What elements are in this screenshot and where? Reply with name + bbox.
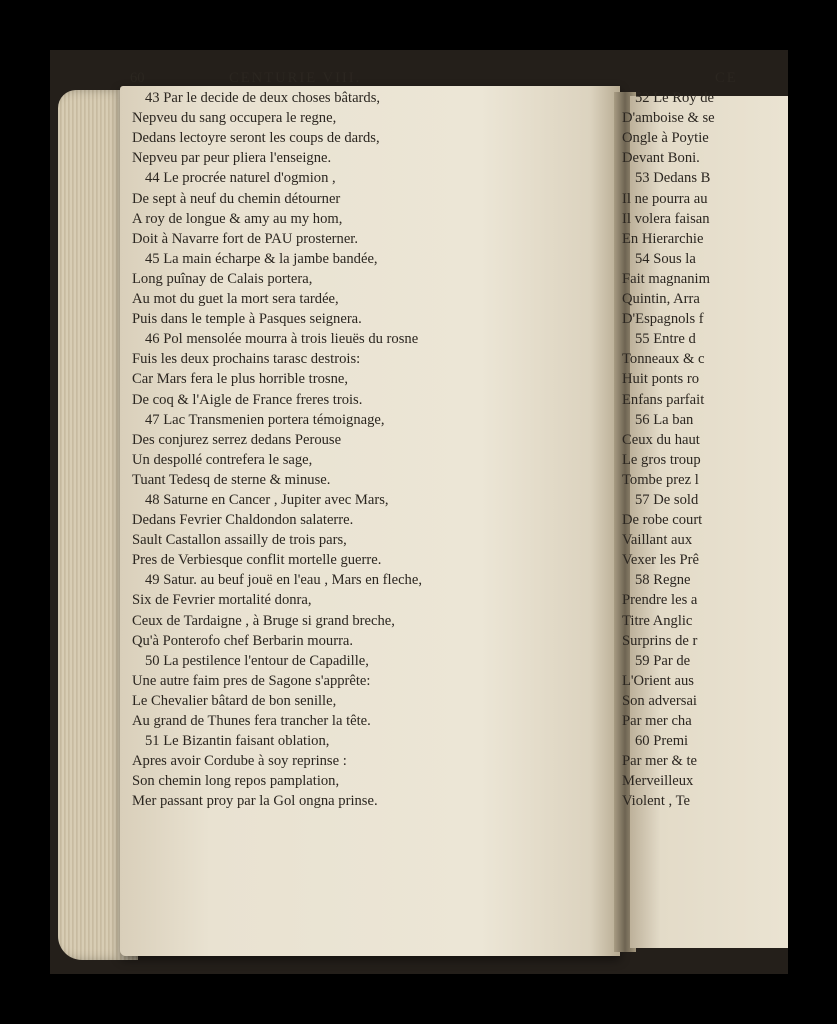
verse-line: Des conjurez serrez dedans Perouse [132, 431, 342, 448]
verse-line: Fuis les deux prochains tarasc destrois: [132, 351, 361, 368]
right-page-lines [620, 88, 715, 811]
running-head: CENTURIE VIII. [229, 70, 362, 86]
verse-line: Long puînay de Calais portera, [132, 270, 313, 287]
verse-line: Au mot du guet la mort sera tardée, [132, 291, 339, 308]
right-page-text [620, 68, 738, 811]
verse-line: Son chemin long repos pamplation, [132, 773, 340, 790]
verse-line: Six de Fevrier mortalité donra, [132, 592, 312, 609]
verse-line: Le gros troup [622, 451, 701, 468]
verse-line: Par mer cha [622, 713, 692, 729]
verse-line: Dedans Fevrier Chaldondon salaterre. [132, 512, 354, 529]
verse-line: Un despollé contrefera le sage, [132, 451, 313, 468]
right-running-head: CE [715, 70, 738, 86]
verse-line: Titre Anglic [622, 612, 693, 629]
verse-line: Ceux du haut [622, 431, 700, 448]
quatrain-number-line: 48 Saturne en Cancer , Jupiter avec Mars, [145, 491, 389, 508]
quatrain-number-line: 43 Par le decide de deux choses bâtards, [145, 90, 381, 107]
quatrain-number-line: 57 De sold [635, 491, 699, 508]
verse-line: Fait magnanim [622, 270, 710, 287]
quatrain-number-line: 46 Pol mensolée mourra à trois lieuës du rosne [145, 331, 419, 348]
verse-line: Au grand de Thunes fera trancher la tête. [132, 713, 371, 729]
verse-line: D'amboise & se [622, 110, 715, 127]
quatrain-number-line: 59 Par de [635, 652, 691, 669]
quatrain-number-line: 60 Premi [635, 733, 689, 750]
quatrain-number-line: 50 La pestilence l'entour de Capadille, [145, 652, 369, 669]
verse-line: D'Espagnols f [622, 311, 704, 328]
verse-line: Par mer & te [622, 753, 697, 770]
verse-line: En Hierarchie [622, 230, 704, 247]
verse-line: Tuant Tedesq de sterne & minuse. [132, 471, 331, 488]
verse-line: Violent , Te [622, 793, 690, 810]
verse-line: Nepveu du sang occupera le regne, [132, 110, 337, 127]
verse-line: Son adversai [622, 692, 697, 709]
verse-line: Enfans parfait [622, 391, 705, 408]
verse-line: Puis dans le temple à Pasques seignera. [132, 311, 362, 328]
verse-line: Ceux de Tardaigne , à Bruge si grand breche, [132, 612, 395, 629]
verse-line: Doit à Navarre fort de PAU prosterner. [132, 230, 359, 247]
verse-line: Ongle à Poytie [622, 130, 709, 147]
verse-line: Tonneaux & c [622, 351, 705, 368]
verse-line: De sept à neuf du chemin détourner [132, 190, 341, 207]
quatrain-number-line: 54 Sous la [635, 250, 696, 267]
verse-line: Devant Boni. [622, 150, 700, 167]
verse-line: Surprins de r [622, 632, 698, 649]
quatrain-number-line: 52 Le Roy de [635, 90, 715, 107]
verse-line: Une autre faim pres de Sagone s'apprête: [132, 672, 371, 689]
verse-line: Nepveu par peur pliera l'enseigne. [132, 150, 332, 167]
verse-line: Huit ponts ro [622, 371, 700, 388]
verse-line: Il ne pourra au [622, 190, 708, 207]
verse-line: De robe court [622, 512, 703, 529]
left-page-text [130, 68, 422, 811]
verse-line: Merveilleux [622, 773, 694, 790]
verse-line: Le Chevalier bâtard de bon senille, [132, 692, 337, 709]
quatrain-number-line: 53 Dedans B [635, 170, 711, 187]
page-number: 60 [130, 70, 145, 86]
quatrain-number-line: 56 La ban [635, 411, 694, 428]
verse-line: Sault Castallon assailly de trois pars, [132, 532, 347, 549]
quatrain-number-line: 44 Le procrée naturel d'ogmion , [145, 170, 336, 187]
verse-line: Tombe prez l [622, 471, 699, 488]
verse-line: Quintin, Arra [622, 291, 700, 308]
verse-line: Apres avoir Cordube à soy reprinse : [132, 753, 347, 770]
verse-line: Pres de Verbiesque conflit mortelle guerre. [132, 552, 382, 569]
quatrain-number-line: 55 Entre d [635, 331, 696, 348]
verse-line: Prendre les a [622, 592, 698, 609]
left-page-lines [130, 88, 422, 811]
quatrain-number-line: 58 Regne [635, 572, 691, 589]
quatrain-number-line: 51 Le Bizantin faisant oblation, [145, 733, 330, 750]
verse-line: A roy de longue & amy au my hom, [132, 210, 343, 227]
verse-line: Mer passant proy par la Gol ongna prinse. [132, 793, 378, 810]
verse-line: Il volera faisan [622, 210, 710, 227]
right-page-header [620, 68, 738, 88]
quatrain-number-line: 45 La main écharpe & la jambe bandée, [145, 250, 378, 267]
quatrain-number-line: 49 Satur. au beuf jouë en l'eau , Mars en fleche, [145, 572, 422, 589]
quatrain-number-line: 47 Lac Transmenien portera témoignage, [145, 411, 385, 428]
verse-line: Car Mars fera le plus horrible trosne, [132, 371, 348, 388]
left-page-header [130, 68, 422, 88]
verse-line: De coq & l'Aigle de France freres trois. [132, 391, 363, 408]
verse-line: L'Orient aus [622, 672, 694, 689]
verse-line: Dedans lectoyre seront les coups de dards, [132, 130, 380, 147]
verse-line: Vexer les Prê [622, 552, 699, 569]
verse-line: Qu'à Ponterofo chef Berbarin mourra. [132, 632, 354, 649]
verse-line: Vaillant aux [622, 532, 693, 549]
